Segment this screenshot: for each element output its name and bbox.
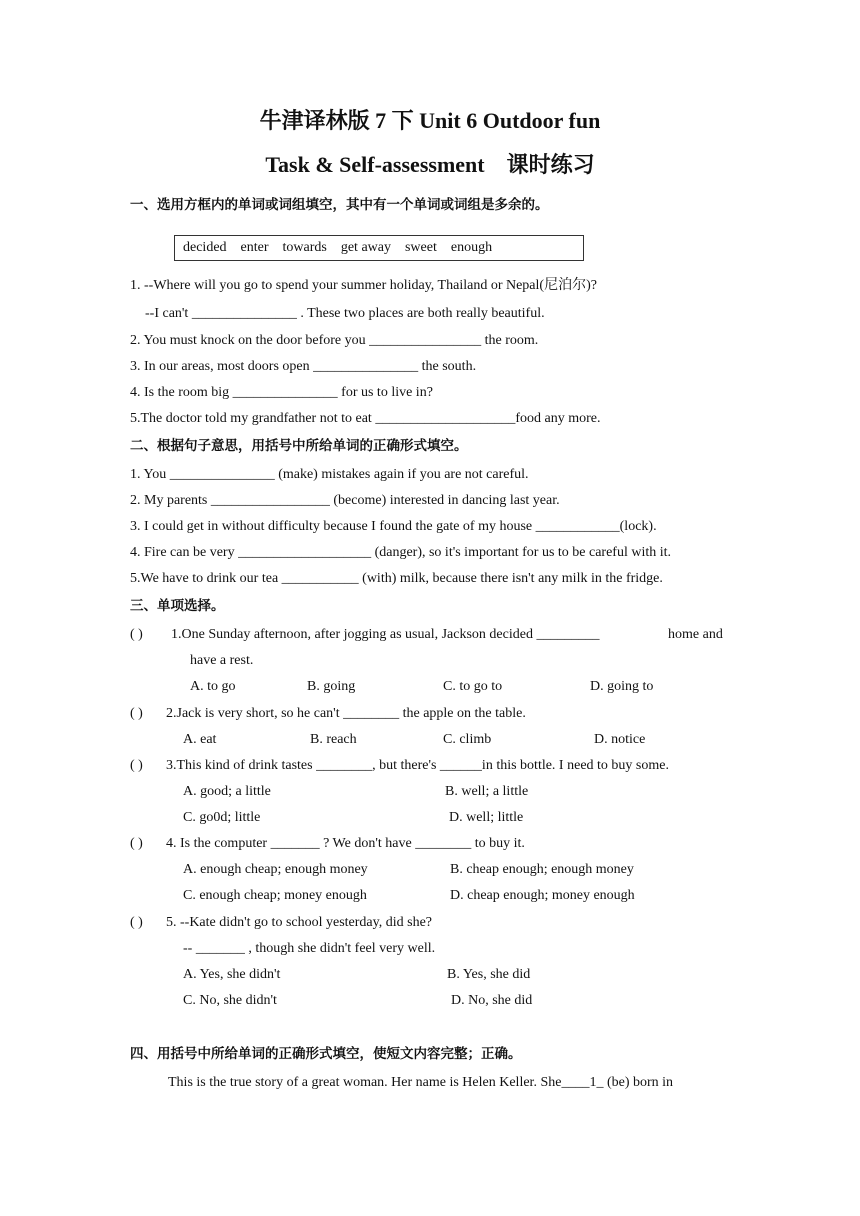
- s3-q4-option-a: A. enough cheap; enough money: [183, 862, 368, 877]
- s2-q1: 1. You _______________ (make) mistakes again if you are not careful.: [130, 467, 529, 482]
- s3-q4-option-b: B. cheap enough; enough money: [450, 862, 634, 877]
- s3-q2-option-d: D. notice: [594, 732, 646, 747]
- s1-q3: 3. In our areas, most doors open _______________ the south.: [130, 359, 477, 374]
- s3-q4-text: 4. Is the computer _______ ? We don't have ________ to buy it.: [166, 836, 525, 851]
- s2-q3: 3. I could get in without difficulty because I found the gate of my house ____________(lock).: [130, 519, 657, 534]
- word-box: [174, 235, 584, 261]
- section2-heading: 二、根据句子意思，用括号中所给单词的正确形式填空。: [130, 438, 468, 454]
- s3-q4-option-c: C. enough cheap; money enough: [183, 888, 367, 903]
- s3-q3-option-d: D. well; little: [449, 810, 524, 825]
- s3-q2-option-c: C. climb: [443, 732, 492, 747]
- s3-q2-option-b: B. reach: [310, 732, 357, 747]
- s3-q5-option-b: B. Yes, she did: [447, 967, 531, 982]
- s3-q1-paren: ( ): [130, 627, 143, 642]
- s3-q3-option-c: C. go0d; little: [183, 810, 261, 825]
- s3-q5-option-d: D. No, she did: [451, 993, 533, 1008]
- page-title: 牛津译林版 7 下 Unit 6 Outdoor fun: [259, 108, 601, 133]
- s3-q5-text: 5. --Kate didn't go to school yesterday, did she?: [166, 915, 432, 930]
- s3-q1-option-a: A. to go: [190, 679, 236, 694]
- s3-q1-text-end: home and: [668, 627, 723, 642]
- s3-q5-cont: -- _______ , though she didn't feel very well.: [183, 941, 436, 956]
- s3-q5-option-c: C. No, she didn't: [183, 993, 277, 1008]
- s2-q4: 4. Fire can be very ___________________ (danger), so it's important for us to be careful with it.: [130, 545, 672, 560]
- s1-q4: 4. Is the room big _______________ for us to live in?: [130, 385, 433, 400]
- s3-q3-paren: ( ): [130, 758, 143, 773]
- word-box-words: decided enter towards get away sweet enough: [183, 240, 493, 255]
- s3-q5-paren: ( ): [130, 915, 143, 930]
- s1-q5: 5.The doctor told my grandfather not to eat ____________________food any more.: [130, 411, 601, 426]
- s3-q1-option-d: D. going to: [590, 679, 654, 694]
- s3-q1-cont: have a rest.: [190, 653, 254, 668]
- s3-q1-option-c: C. to go to: [443, 679, 503, 694]
- s1-q1b: --I can't _______________ . These two places are both really beautiful.: [145, 306, 545, 321]
- s1-q2: 2. You must knock on the door before you ________________ the room.: [130, 333, 539, 348]
- s3-q2-text: 2.Jack is very short, so he can't ________ the apple on the table.: [166, 706, 526, 721]
- s3-q2-option-a: A. eat: [183, 732, 217, 747]
- s3-q1-text: 1.One Sunday afternoon, after jogging as usual, Jackson decided _________: [171, 627, 600, 642]
- s3-q2-paren: ( ): [130, 706, 143, 721]
- s3-q3-text: 3.This kind of drink tastes ________, but there's ______in this bottle. I need to buy some.: [166, 758, 669, 773]
- s2-q2: 2. My parents _________________ (become) interested in dancing last year.: [130, 493, 560, 508]
- s4-paragraph: This is the true story of a great woman. Her name is Helen Keller. She____1_ (be) born in: [168, 1075, 674, 1090]
- s3-q5-option-a: A. Yes, she didn't: [183, 967, 281, 982]
- s3-q3-option-b: B. well; a little: [445, 784, 529, 799]
- section4-heading: 四、用括号中所给单词的正确形式填空，使短文内容完整；正确。: [130, 1046, 522, 1062]
- s3-q4-option-d: D. cheap enough; money enough: [450, 888, 635, 903]
- page-subtitle: Task & Self-assessment 课时练习: [265, 152, 595, 177]
- s2-q5: 5.We have to drink our tea ___________ (with) milk, because there isn't any milk in the fridge.: [130, 571, 663, 586]
- s1-q1a: 1. --Where will you go to spend your summer holiday, Thailand or Nepal(尼泊尔)?: [130, 278, 597, 293]
- s3-q1-option-b: B. going: [307, 679, 356, 694]
- section1-heading: 一、选用方框内的单词或词组填空，其中有一个单词或词组是多余的。: [130, 197, 549, 213]
- s3-q4-paren: ( ): [130, 836, 143, 851]
- s3-q3-option-a: A. good; a little: [183, 784, 271, 799]
- section3-heading: 三、单项选择。: [130, 598, 225, 614]
